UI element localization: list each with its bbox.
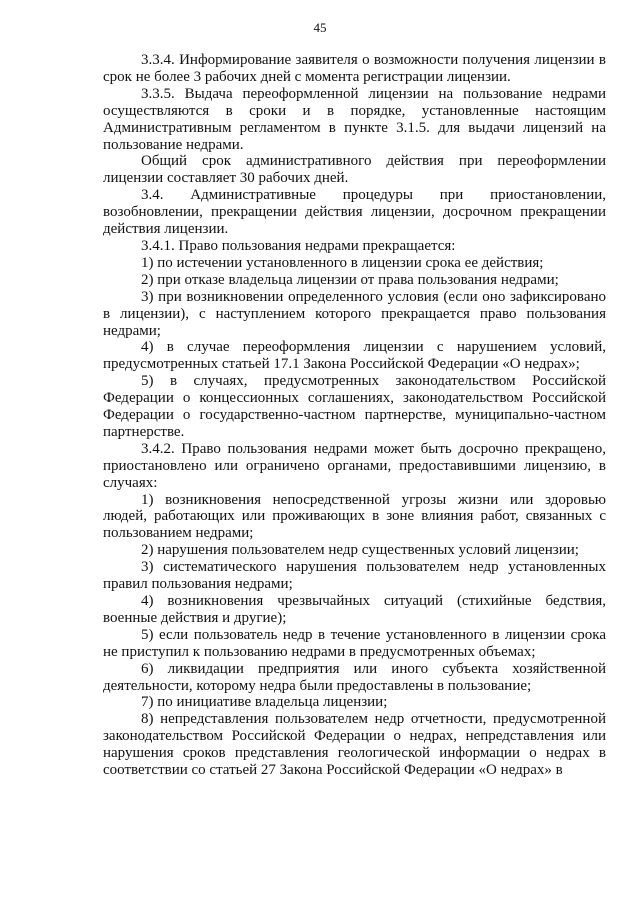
paragraph-3-4-1: 3.4.1. Право пользования недрами прекращается: <box>141 237 456 254</box>
list-item-3-4-2-1: 1) возникновения непосредственной угрозы жизни или здоровью людей, работающих или проживающих в зоне влияния работ, связанных с пользованием недрами; <box>103 491 606 542</box>
list-item-3-4-1-2: 2) при отказе владельца лицензии от права пользования недрами; <box>141 271 559 288</box>
page-body <box>103 52 606 779</box>
list-item-3-4-1-4: 4) в случае переоформления лицензии с нарушением условий, предусмотренных статьей 17.1 Закона Российской Федерации «О недрах»; <box>103 339 606 373</box>
list-item-3-4-2-8: 8) непредставления пользователем недр отчетности, предусмотренной законодательством Российской Федерации о недрах, непредставления или нарушения сроков представления геологической информации о недрах в соответствии со статьей 27 Закона Российской Федерации «О недрах» в <box>103 711 606 779</box>
list-item-3-4-2-7: 7) по инициативе владельца лицензии; <box>141 694 388 711</box>
list-item-3-4-1-1: 1) по истечении установленного в лицензии срока ее действия; <box>141 254 544 271</box>
section-heading-3-4: 3.4. Административные процедуры при приостановлении, возобновлении, прекращении действия лицензии, досрочном прекращении действия лицензии. <box>103 187 606 238</box>
paragraph-total-term: Общий срок административного действия при переоформлении лицензии составляет 30 рабочих дней. <box>103 153 606 187</box>
list-item-3-4-1-5: 5) в случаях, предусмотренных законодательством Российской Федерации о концессионных соглашениях, законодательством Российской Федерации о государственно-частном партнерстве, муниципально-частном партнерстве. <box>103 373 606 440</box>
paragraph-3-4-2: 3.4.2. Право пользования недрами может быть досрочно прекращено, приостановлено или ограничено органами, предоставившими лицензию, в случаях: <box>103 440 606 491</box>
list-item-3-4-2-3: 3) систематического нарушения пользователем недр установленных правил пользования недрами; <box>103 559 606 593</box>
list-item-3-4-2-4: 4) возникновения чрезвычайных ситуаций (стихийные бедствия, военные действия и другие); <box>103 593 606 626</box>
paragraph-3-3-5: 3.3.5. Выдача переоформленной лицензии на пользование недрами осуществляются в сроки и в порядке, установленные настоящим Административным регламентом в пункте 3.1.5. для выдачи лицензий на пользование недрами. <box>103 85 606 153</box>
list-item-3-4-2-5: 5) если пользователь недр в течение установленного в лицензии срока не приступил к пользованию недрами в предусмотренных объемах; <box>103 626 606 660</box>
page-number: 45 <box>313 20 327 35</box>
list-item-3-4-2-6: 6) ликвидации предприятия или иного субъекта хозяйственной деятельности, которому недра были предоставлены в пользование; <box>103 660 606 694</box>
list-item-3-4-2-2: 2) нарушения пользователем недр существенных условий лицензии; <box>141 542 579 559</box>
paragraph-3-3-4: 3.3.4. Информирование заявителя о возможности получения лицензии в срок не более 3 рабочих дней с момента регистрации лицензии. <box>103 52 606 85</box>
list-item-3-4-1-3: 3) при возникновении определенного условия (если оно зафиксировано в лицензии), с наступлением которого прекращается право пользования недрами; <box>103 288 606 339</box>
